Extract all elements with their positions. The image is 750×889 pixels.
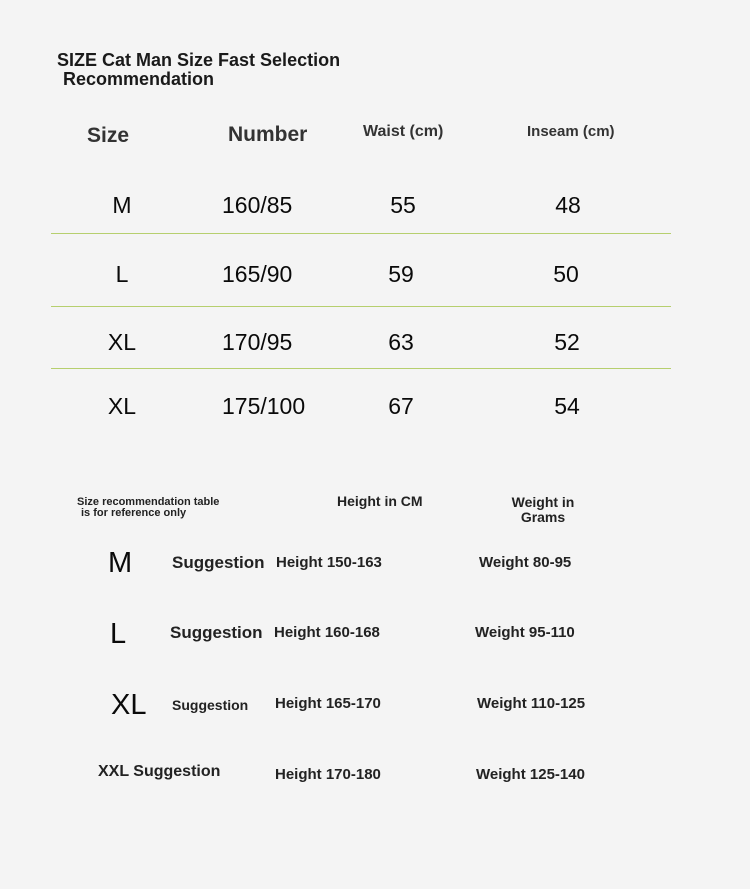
rec-height: Height 150-163 (276, 554, 382, 571)
table-cell-waist: 63 (388, 329, 414, 355)
page-title-continued: Recommendation (63, 69, 215, 89)
table-cell-inseam: 54 (554, 393, 580, 419)
rec-height: Height 165-170 (275, 695, 381, 712)
rec-suggestion: Suggestion (172, 553, 265, 572)
rec-size: L (110, 618, 127, 650)
header-size: Size (87, 124, 130, 147)
table-cell-inseam: 52 (554, 329, 580, 355)
reference-note-continued: is for reference only (81, 507, 187, 519)
table-cell-waist: 67 (388, 393, 414, 419)
rec-size-suggestion: XXL Suggestion (98, 763, 221, 780)
weight-header (503, 495, 583, 525)
header-waist: Waist (cm) (363, 123, 444, 140)
table-cell-number: 165/90 (222, 261, 293, 287)
table-cell-waist: 55 (390, 192, 416, 218)
header-inseam: Inseam (cm) (527, 123, 615, 140)
table-cell-size: M (112, 192, 132, 218)
row-divider (51, 233, 671, 234)
page-title: SIZE Cat Man Size Fast Selection (57, 50, 341, 70)
rec-suggestion: Suggestion (172, 697, 249, 713)
rec-suggestion: Suggestion (170, 623, 263, 642)
rec-weight: Weight 110-125 (477, 695, 586, 712)
table-cell-waist: 59 (388, 261, 414, 287)
height-header: Height in CM (337, 493, 423, 509)
table-cell-size: XL (107, 329, 137, 355)
table-cell-inseam: 48 (555, 192, 581, 218)
rec-size: M (108, 547, 133, 579)
row-divider (51, 306, 671, 307)
header-number: Number (228, 123, 308, 146)
table-cell-number: 160/85 (222, 192, 293, 218)
table-cell-size: XL (107, 393, 137, 419)
rec-weight: Weight 125-140 (476, 766, 585, 783)
table-cell-inseam: 50 (553, 261, 579, 287)
rec-height: Height 160-168 (274, 624, 380, 641)
rec-height: Height 170-180 (275, 766, 381, 783)
weight-header-line2: Grams (520, 509, 566, 525)
rec-size: XL (111, 689, 147, 721)
table-cell-number: 175/100 (222, 393, 306, 419)
rec-weight: Weight 95-110 (475, 624, 575, 641)
table-cell-size: L (115, 261, 129, 287)
weight-header-line1: Weight in (511, 494, 575, 510)
row-divider (51, 368, 671, 369)
rec-weight: Weight 80-95 (479, 554, 572, 571)
table-cell-number: 170/95 (222, 329, 293, 355)
reference-note: Size recommendation table (77, 496, 220, 508)
